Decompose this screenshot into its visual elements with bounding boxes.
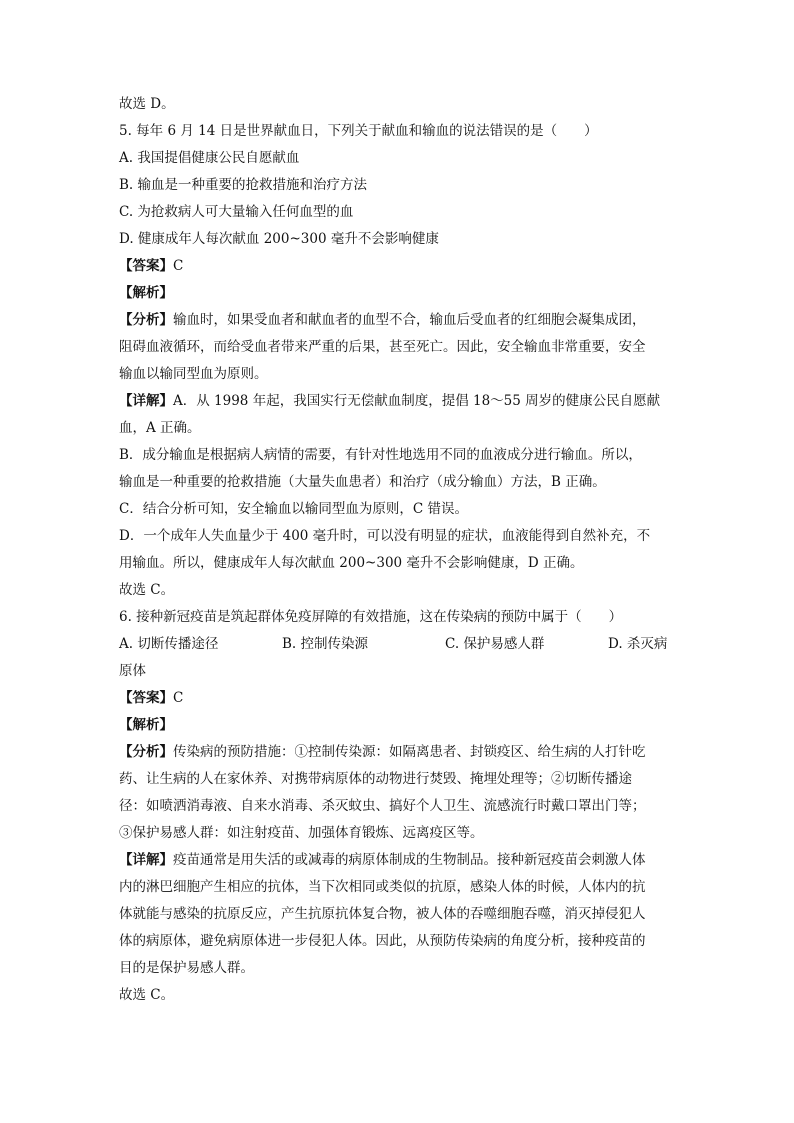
q5-fenxi-text-1: 输血时，如果受血者和献血者的血型不合，输血后受血者的红细胞会凝集成团， xyxy=(173,312,646,328)
q6-answer-label: 【答案】 xyxy=(119,690,173,706)
q6-option-a: A. 切断传播途径 xyxy=(119,636,219,652)
q6-detail-line-5: 目的是保护易感人群。 xyxy=(119,960,254,976)
q4-conclusion: 故选 D。 xyxy=(119,96,175,112)
q6-answer-value: C xyxy=(173,690,184,706)
q5-answer xyxy=(119,253,679,280)
content xyxy=(119,91,679,1009)
q6-options-row xyxy=(119,631,679,658)
q5-option-b: B. 输血是一种重要的抢救措施和治疗方法 xyxy=(119,177,368,193)
q5-fenxi-line-1 xyxy=(119,307,679,334)
q5-detail-line-2: 血，A 正确。 xyxy=(119,420,201,436)
q6-detail-line-3: 体就能与感染的抗原反应，产生抗原抗体复合物，被人体的吞噬细胞吞噬，消灭掉侵犯人 xyxy=(119,906,646,922)
q5-analysis-title: 【解析】 xyxy=(119,285,173,301)
q5-fenxi-label: 【分析】 xyxy=(119,312,173,328)
q5-option-d: D. 健康成年人每次献血 200~300 毫升不会影响健康 xyxy=(119,231,439,247)
q6-detail-line-4: 体的病原体，避免病原体进一步侵犯人体。因此，从预防传染病的角度分析，接种疫苗的 xyxy=(119,933,646,949)
q6-analysis-title: 【解析】 xyxy=(119,717,173,733)
q6-option-c: C. 保护易感人群 xyxy=(445,636,545,652)
q5-detail-line-6: D．一个成年人失血量少于 400 毫升时，可以没有明显的症状，血液能得到自然补充，不 xyxy=(119,528,651,544)
q6-option-b: B. 控制传染源 xyxy=(282,636,369,652)
q5-detail-line-7: 用输血。所以，健康成年人每次献血 200~300 毫升不会影响健康，D 正确。 xyxy=(119,555,584,571)
q6-fenxi-line-2: 药、让生病的人在家休养、对携带病原体的动物进行焚毁、掩埋处理等；②切断传播途 xyxy=(119,771,632,787)
q6-xiangjie-label: 【详解】 xyxy=(119,852,173,868)
q6-fenxi-label: 【分析】 xyxy=(119,744,173,760)
q6-fenxi-text-1: 传染病的预防措施：①控制传染源：如隔离患者、封锁疫区、给生病的人打针吃 xyxy=(173,744,646,760)
q5-detail-line-3: B．成分输血是根据病人病情的需要，有针对性地选用不同的血液成分进行输血。所以， xyxy=(119,447,642,463)
q6-option-d-wrap: 原体 xyxy=(119,663,146,679)
q5-fenxi-line-2: 阻碍血液循环，而给受血者带来严重的后果，甚至死亡。因此，安全输血非常重要，安全 xyxy=(119,339,646,355)
q5-detail-line-4: 输血是一种重要的抢救措施（大量失血患者）和治疗（成分输血）方法，B 正确。 xyxy=(119,474,606,490)
q5-answer-value: C xyxy=(173,258,184,274)
q6-conclusion: 故选 C。 xyxy=(119,987,175,1003)
q6-stem: 6. 接种新冠疫苗是筑起群体免疫屏障的有效措施，这在传染病的预防中属于（ ） xyxy=(119,609,623,625)
q5-detail-text-1: A．从 1998 年起，我国实行无偿献血制度，提倡 18～55 周岁的健康公民自愿献 xyxy=(173,393,661,409)
q5-conclusion: 故选 C。 xyxy=(119,582,175,598)
q5-fenxi-line-3: 输血以输同型血为原则。 xyxy=(119,366,268,382)
q5-answer-label: 【答案】 xyxy=(119,258,173,274)
q5-detail-line-1 xyxy=(119,388,679,415)
q6-fenxi-line-3: 径：如喷洒消毒液、自来水消毒、杀灭蚊虫、搞好个人卫生、流感流行时戴口罩出门等； xyxy=(119,798,646,814)
q6-fenxi-line-4: ③保护易感人群：如注射疫苗、加强体育锻炼、远离疫区等。 xyxy=(119,825,484,841)
q6-option-d: D. 杀灭病 xyxy=(608,636,668,652)
q5-option-a: A. 我国提倡健康公民自愿献血 xyxy=(119,150,300,166)
q5-detail-line-5: C．结合分析可知，安全输血以输同型血为原则，C 错误。 xyxy=(119,501,468,517)
q6-detail-text-1: 疫苗通常是用失活的或减毒的病原体制成的生物制品。接种新冠疫苗会刺激人体 xyxy=(173,852,646,868)
q6-detail-line-2: 内的淋巴细胞产生相应的抗体，当下次相同或类似的抗原，感染人体的时候，人体内的抗 xyxy=(119,879,646,895)
q5-option-c: C. 为抢救病人可大量输入任何血型的血 xyxy=(119,204,354,220)
q6-fenxi-line-1 xyxy=(119,739,679,766)
q5-stem: 5. 每年 6 月 14 日是世界献血日，下列关于献血和输血的说法错误的是（ ） xyxy=(119,123,598,139)
q5-xiangjie-label: 【详解】 xyxy=(119,393,173,409)
q6-detail-line-1 xyxy=(119,847,679,874)
q6-answer xyxy=(119,685,679,712)
